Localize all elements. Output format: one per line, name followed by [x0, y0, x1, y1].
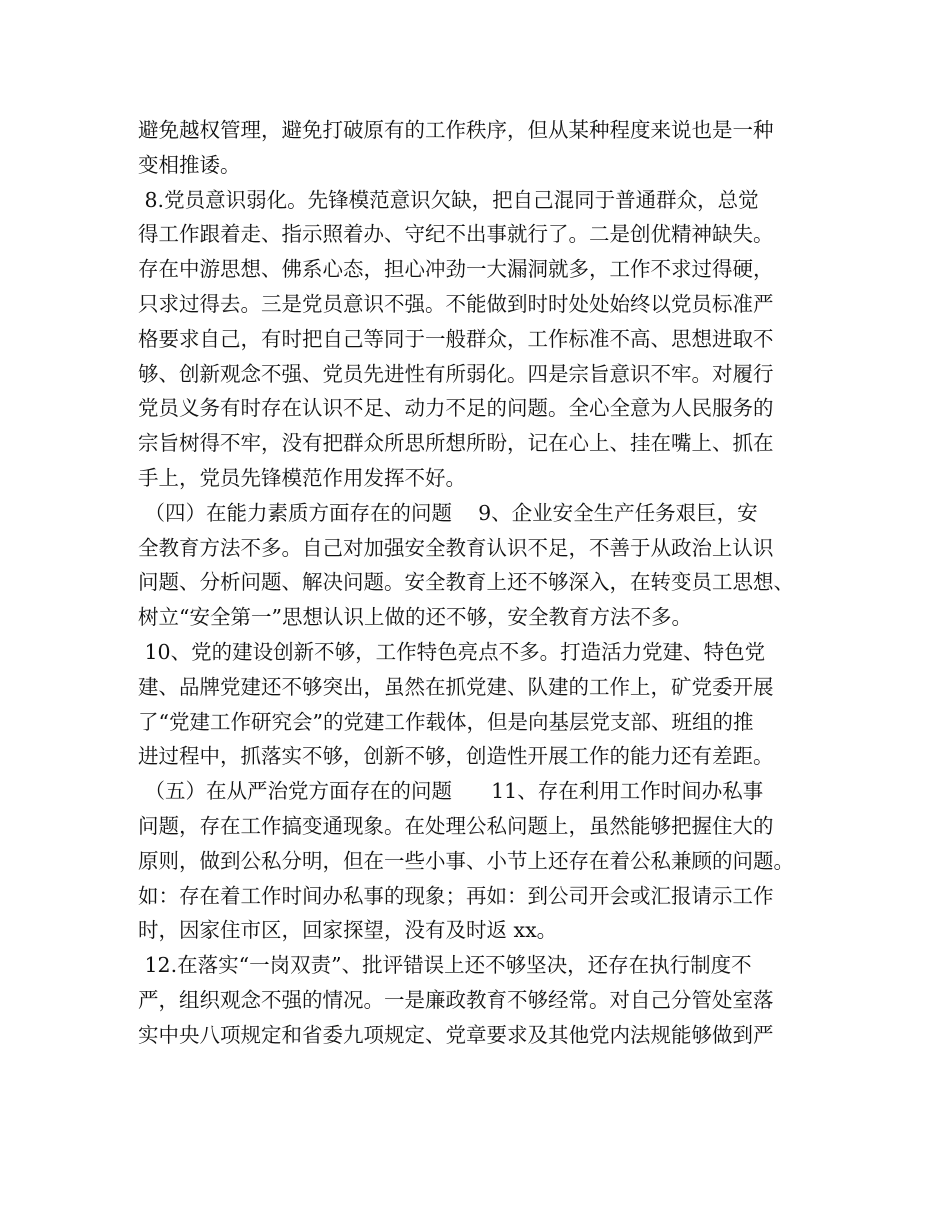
text-line: 时，因家住市区，回家探望，没有及时返 xx。 [138, 918, 558, 943]
text-line: 问题，存在工作搞变通现象。在处理公私问题上，虽然能够把握住大的 [138, 813, 774, 838]
text-line: 如：存在着工作时间办私事的现象；再如：到公司开会或汇报请示工作 [138, 883, 774, 908]
text-line: 存在中游思想、佛系心态，担心冲劲一大漏洞就多，工作不求过得硬， [138, 257, 774, 282]
text-line: 全教育方法不多。自己对加强安全教育认识不足，不善于从政治上认识 [138, 535, 774, 560]
text-line: 宗旨树得不牢，没有把群众所思所想所盼，记在心上、挂在嘴上、抓在 [138, 431, 774, 456]
text-line: 变相推诿。 [138, 152, 241, 177]
text-line: 党员义务有时存在认识不足、动力不足的问题。全心全意为人民服务的 [138, 396, 774, 421]
section-heading-line: （五）在从严治党方面存在的问题 11、存在利用工作时间办私事 [138, 779, 764, 804]
text-line: 够、创新观念不强、党员先进性有所弱化。四是宗旨意识不牢。对履行 [138, 361, 774, 386]
text-line: 10、党的建设创新不够，工作特色亮点不多。打造活力党建、特色党 [138, 639, 766, 664]
text-line: 树立“安全第一”思想认识上做的还不够，安全教育方法不多。 [138, 605, 692, 630]
text-line: 进过程中，抓落实不够，创新不够，创造性开展工作的能力还有差距。 [138, 744, 774, 769]
text-line: 手上，党员先锋模范作用发挥不好。 [138, 465, 466, 490]
text-line: 格要求自己，有时把自己等同于一般群众，工作标准不高、思想进取不 [138, 326, 774, 351]
text-line: 了“党建工作研究会”的党建工作载体，但是向基层党支部、班组的推 [138, 709, 754, 734]
text-line: 建、品牌党建还不够突出，虽然在抓党建、队建的工作上，矿党委开展 [138, 674, 774, 699]
section-heading-line: （四）在能力素质方面存在的问题 9、企业安全生产任务艰巨，安 [138, 500, 758, 525]
text-line: 只求过得去。三是党员意识不强。不能做到时时处处始终以党员标准严 [138, 291, 774, 316]
text-line: 原则，做到公私分明，但在一些小事、小节上还存在着公私兼顾的问题。 [138, 848, 794, 873]
document-body [138, 113, 828, 1053]
text-line: 8.党员意识弱化。先锋模范意识欠缺，把自己混同于普通群众，总觉 [138, 187, 759, 212]
text-line: 得工作跟着走、指示照着办、守纪不出事就行了。二是创优精神缺失。 [138, 222, 774, 247]
text-line: 严，组织观念不强的情况。一是廉政教育不够经常。对自己分管处室落 [138, 987, 774, 1012]
text-line: 避免越权管理，避免打破原有的工作秩序，但从某种程度来说也是一种 [138, 118, 774, 142]
text-line: 实中央八项规定和省委九项规定、党章要求及其他党内法规能够做到严 [138, 1022, 774, 1047]
text-line: 问题、分析问题、解决问题。安全教育上还不够深入，在转变员工思想、 [138, 570, 794, 595]
text-line: 12.在落实“一岗双责”、批评错误上还不够坚决，还存在执行制度不 [138, 953, 752, 978]
